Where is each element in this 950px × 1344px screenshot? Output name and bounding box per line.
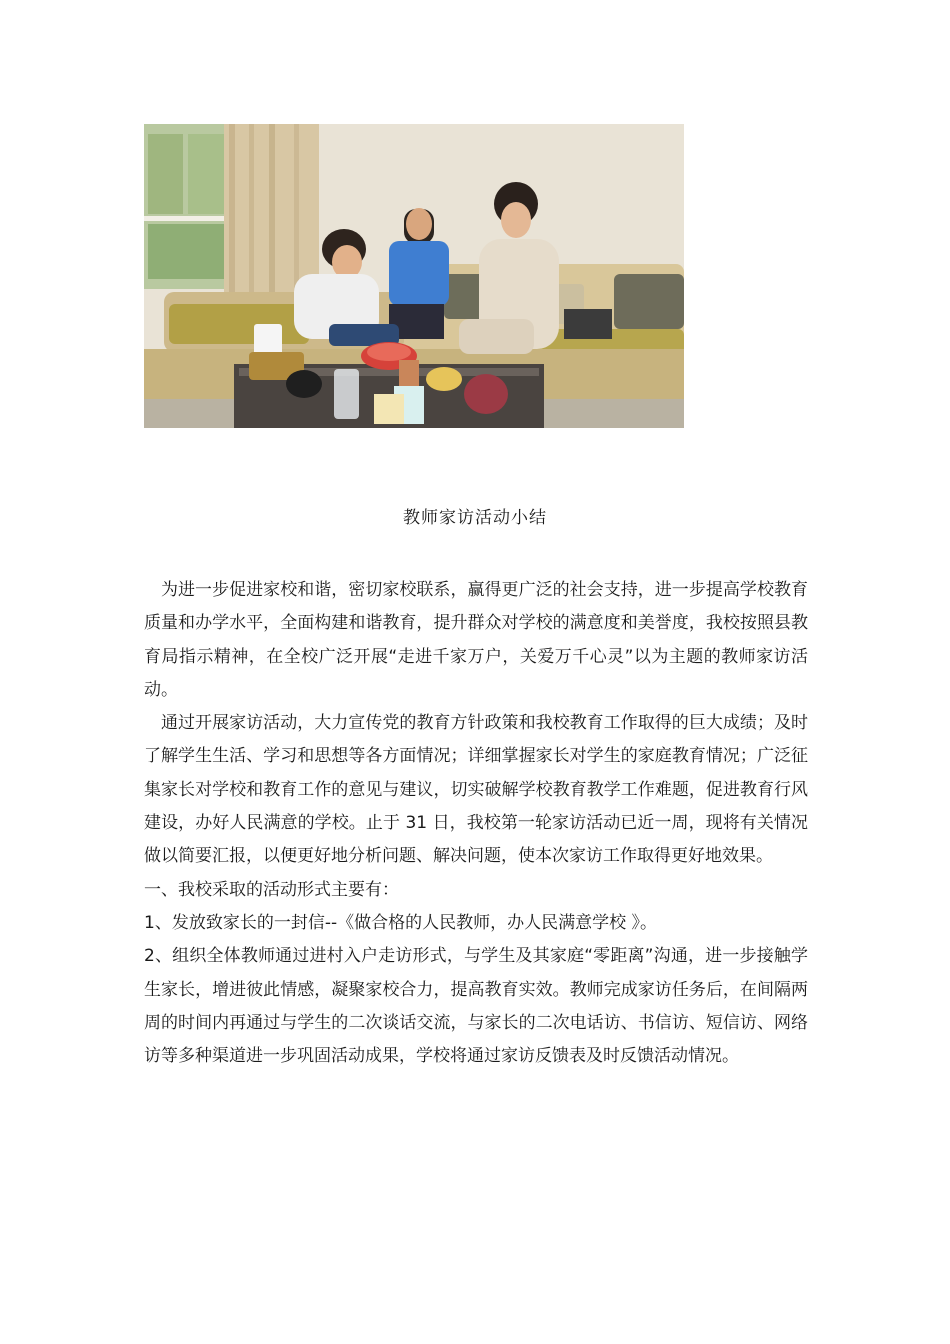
section-heading-forms: 一、我校采取的活动形式主要有：: [144, 879, 399, 900]
home-visit-photo: [144, 124, 684, 428]
paragraph-intro: 为进一步促进家校和谐，密切家校联系，赢得更广泛的社会支持，进一步提高学校教育质量和办学水平，全面构建和谐教育，提升群众对学校的满意度和美誉度，我校按照县教育局指示精神，在全校广泛开展“走进千家万户，关爱万千心灵”以为主题的教师家访活动。: [144, 580, 808, 700]
document-title: 教师家访活动小结: [403, 508, 547, 528]
paragraph-purpose: 通过开展家访活动，大力宣传党的教育方针政策和我校教育工作取得的巨大成绩；及时了解学生生活、学习和思想等各方面情况；详细掌握家长对学生的家庭教育情况；广泛征集家长对学校和教育工作的意见与建议，切实破解学校教育教学工作难题，促进教育行风建设，办好人民满意的学校。止于 31 日，我校第一轮家访活动已近一周，现将有关情况做以简要汇报，以便更好地分析问题、解决问题，使本次家访工作取得更好地效果。: [144, 713, 808, 867]
list-item-2: 2、组织全体教师通过进村入户走访形式，与学生及其家庭“零距离”沟通，进一步接触学生家长，增进彼此情感，凝聚家校合力，提高教育实效。教师完成家访任务后，在间隔两周的时间内再通过与学生的二次谈话交流，与家长的二次电话访、书信访、短信访、网络访等多种渠道进一步巩固活动成果，学校将通过家访反馈表及时反馈活动情况。: [144, 946, 808, 1067]
list-item-1: 1、发放致家长的一封信--《做合格的人民教师，办人民满意学校 》。: [144, 912, 657, 933]
document-body: [144, 574, 808, 1073]
